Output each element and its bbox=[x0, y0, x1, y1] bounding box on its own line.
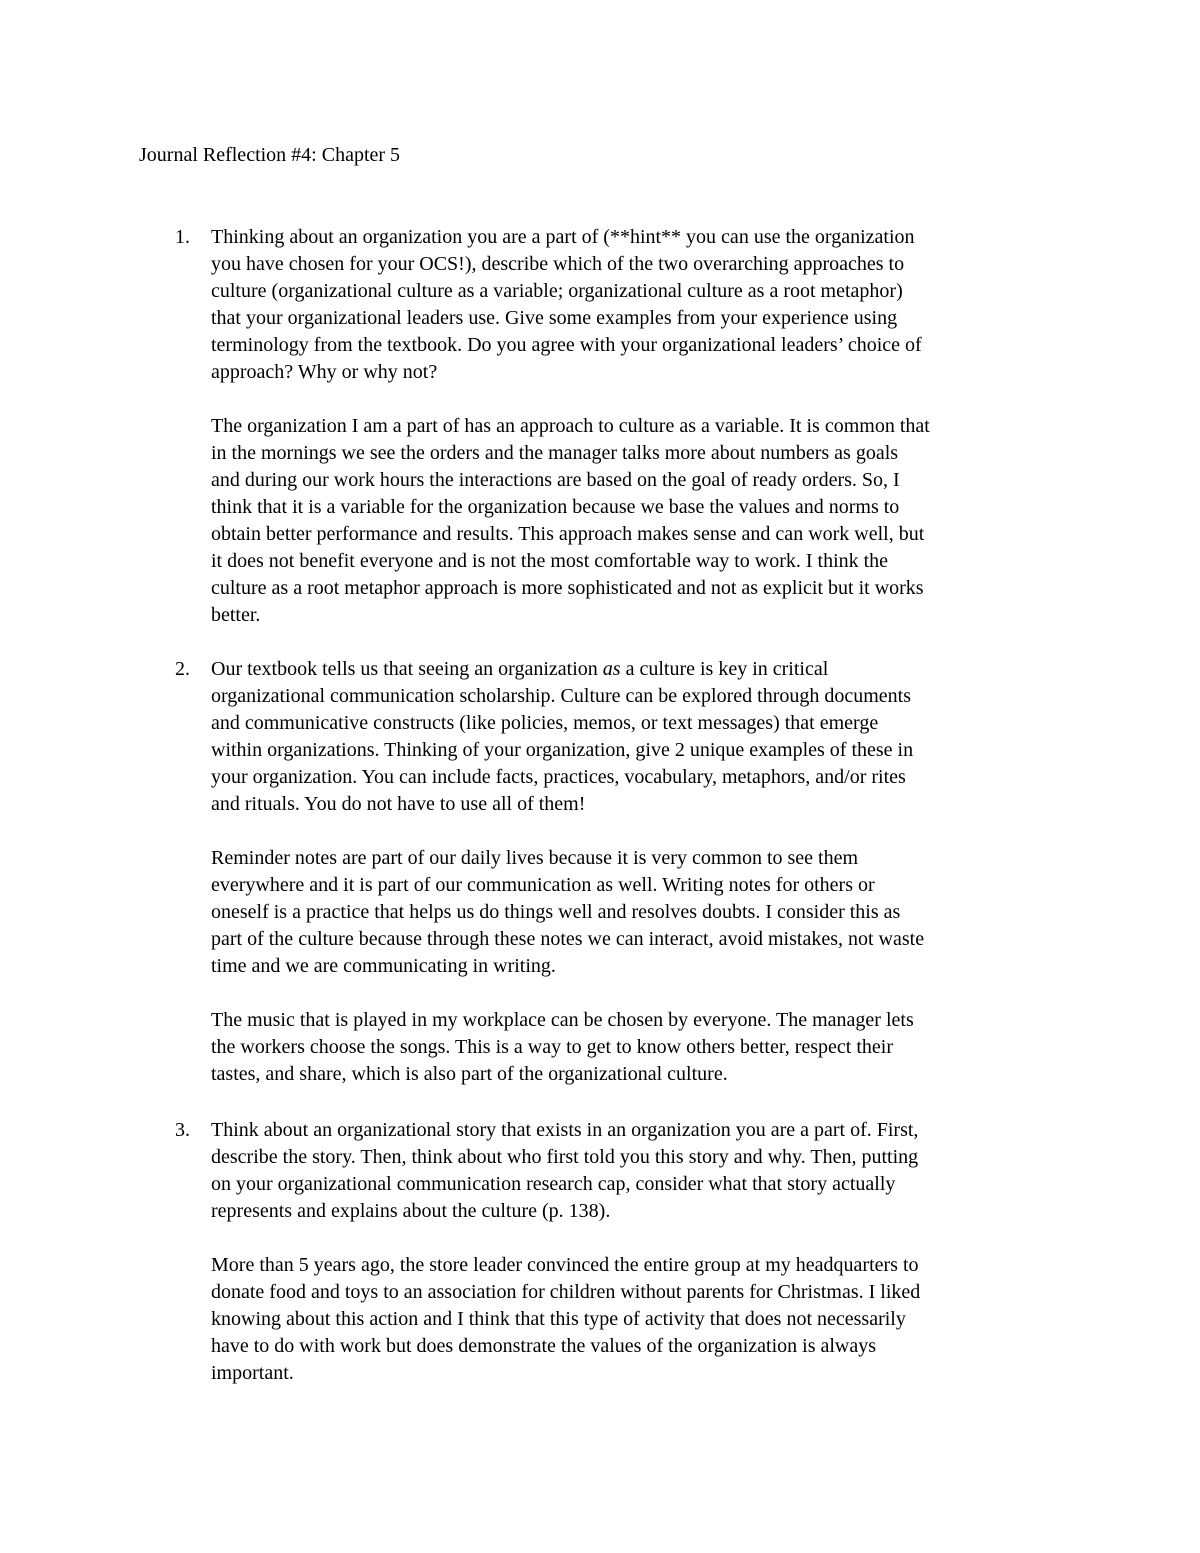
text-line: organizational communication scholarship. Culture can be explored through documents bbox=[211, 685, 911, 707]
text-line: knowing about this action and I think that this type of activity that does not necessarily bbox=[211, 1308, 906, 1330]
text-line: tastes, and share, which is also part of the organizational culture. bbox=[211, 1063, 728, 1085]
question-body bbox=[211, 224, 1064, 656]
text-line: describe the story. Then, think about who first told you this story and why. Then, putting bbox=[211, 1146, 919, 1168]
text-line: important. bbox=[211, 1362, 294, 1384]
text-run: Our textbook tells us that seeing an organization bbox=[211, 658, 603, 680]
answer-text bbox=[211, 1252, 1064, 1387]
emphasized-word: as bbox=[602, 658, 621, 680]
text-line: everywhere and it is part of our communication as well. Writing notes for others or bbox=[211, 874, 875, 896]
text-line: The music that is played in my workplace can be chosen by everyone. The manager lets bbox=[211, 1009, 914, 1031]
answer-text bbox=[211, 1007, 1064, 1088]
text-line: Thinking about an organization you are a part of (**hint** you can use the organization bbox=[211, 226, 915, 248]
question-text bbox=[211, 656, 1064, 818]
text-line: better. bbox=[211, 604, 261, 626]
question-body bbox=[211, 656, 1064, 1115]
text-line: More than 5 years ago, the store leader convinced the entire group at my headquarters to bbox=[211, 1254, 919, 1276]
text-line: part of the culture because through these notes we can interact, avoid mistakes, not waste bbox=[211, 928, 925, 950]
text-line: your organization. You can include facts, practices, vocabulary, metaphors, and/or rites bbox=[211, 766, 906, 788]
text-line: donate food and toys to an association for children without parents for Christmas. I liked bbox=[211, 1281, 921, 1303]
text-line: that your organizational leaders use. Give some examples from your experience using bbox=[211, 307, 898, 329]
text-line: it does not benefit everyone and is not the most comfortable way to work. I think the bbox=[211, 550, 889, 572]
text-line: oneself is a practice that helps us do things well and resolves doubts. I consider this as bbox=[211, 901, 901, 923]
text-line: and during our work hours the interactions are based on the goal of ready orders. So, I bbox=[211, 469, 900, 491]
text-line: you have chosen for your OCS!), describe which of the two overarching approaches to bbox=[211, 253, 905, 275]
document-title: Journal Reflection #4: Chapter 5 bbox=[139, 144, 401, 166]
text-line: on your organizational communication research cap, consider what that story actually bbox=[211, 1173, 896, 1195]
question-number: 2. bbox=[175, 658, 190, 680]
question-number: 1. bbox=[175, 226, 190, 248]
text-line: culture as a root metaphor approach is more sophisticated and not as explicit but it works bbox=[211, 577, 924, 599]
text-line: think that it is a variable for the organization because we base the values and norms to bbox=[211, 496, 900, 518]
question-text bbox=[211, 1117, 1064, 1225]
answer-text bbox=[211, 845, 1064, 980]
text-line: and rituals. You do not have to use all of them! bbox=[211, 793, 586, 815]
text-line: the workers choose the songs. This is a way to get to know others better, respect their bbox=[211, 1036, 894, 1058]
text-line: have to do with work but does demonstrate the values of the organization is always bbox=[211, 1335, 877, 1357]
text-line: in the mornings we see the orders and the manager talks more about numbers as goals bbox=[211, 442, 899, 464]
text-line: and communicative constructs (like policies, memos, or text messages) that emerge bbox=[211, 712, 879, 734]
text-line: obtain better performance and results. This approach makes sense and can work well, but bbox=[211, 523, 925, 545]
question-number: 3. bbox=[175, 1119, 190, 1141]
text-line: Think about an organizational story that exists in an organization you are a part of. First, bbox=[211, 1119, 919, 1141]
text-line: time and we are communicating in writing. bbox=[211, 955, 556, 977]
text-line: within organizations. Thinking of your organization, give 2 unique examples of these in bbox=[211, 739, 914, 761]
text-line: The organization I am a part of has an approach to culture as a variable. It is common that bbox=[211, 415, 930, 437]
question-text bbox=[211, 224, 1064, 386]
text-line: Reminder notes are part of our daily lives because it is very common to see them bbox=[211, 847, 859, 869]
text-line: culture (organizational culture as a variable; organizational culture as a root metaphor) bbox=[211, 280, 903, 302]
text-line: terminology from the textbook. Do you agree with your organizational leaders’ choice of bbox=[211, 334, 922, 356]
question-body bbox=[211, 1117, 1064, 1414]
text-run: a culture is key in critical bbox=[620, 658, 829, 680]
text-line: approach? Why or why not? bbox=[211, 361, 438, 383]
answer-text bbox=[211, 413, 1064, 629]
text-line bbox=[211, 656, 1064, 683]
text-line: represents and explains about the culture (p. 138). bbox=[211, 1200, 611, 1222]
